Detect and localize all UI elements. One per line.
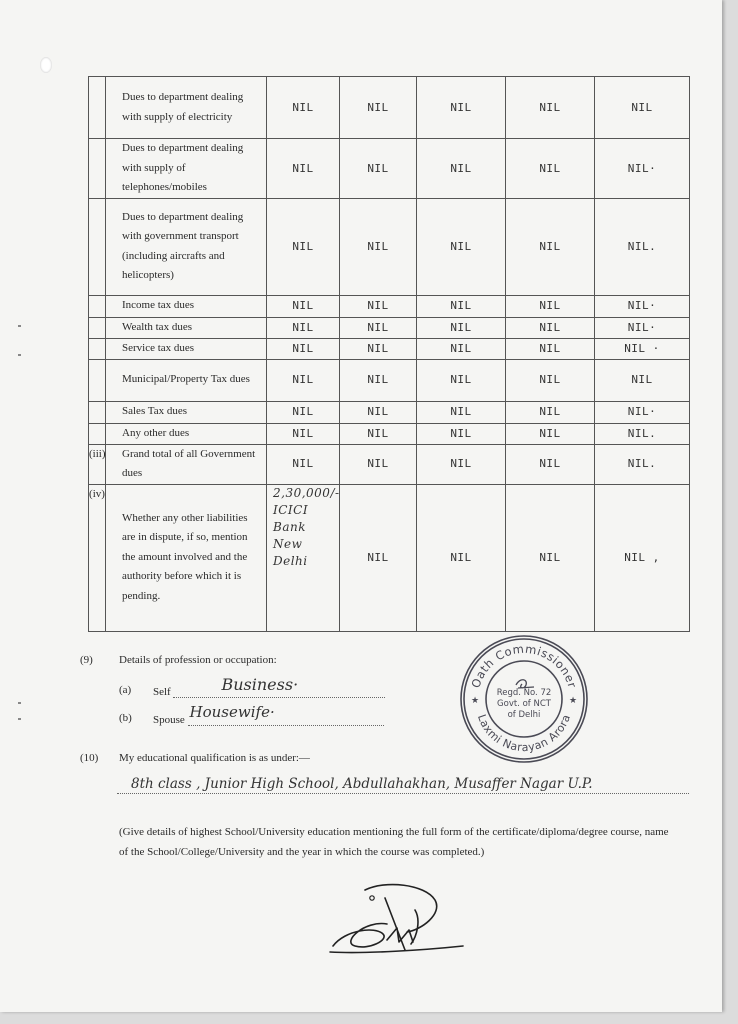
stamp-bottom-text: Laxmi Narayan Arora	[474, 712, 574, 755]
punch-hole	[40, 57, 52, 73]
cell-value: NIL	[267, 139, 340, 199]
cell-value: NIL	[595, 359, 690, 401]
row-index	[89, 139, 106, 199]
cell-value: NIL	[417, 338, 506, 359]
row-label: Dues to department dealing with government transport (including aircrafts and helicopters)	[106, 198, 267, 295]
cell-value: NIL	[417, 139, 506, 199]
cell-value: NIL	[267, 77, 340, 139]
row-label: Any other dues	[106, 423, 267, 444]
spouse-label: Spouse	[153, 714, 185, 726]
row-label: Dues to department dealing with supply of electricity	[106, 77, 267, 139]
cell-value: NIL	[340, 295, 417, 317]
government-dues-table	[88, 76, 690, 632]
cell-value: NIL	[340, 198, 417, 295]
table-row	[89, 444, 690, 484]
section-number: (10)	[80, 752, 99, 764]
stamp-line-2: Govt. of NCT	[497, 699, 551, 709]
stamp-line-3: of Delhi	[507, 710, 541, 720]
row-index	[89, 423, 106, 444]
table-row	[89, 295, 690, 317]
margin-mark	[18, 354, 21, 356]
qualification-line	[117, 776, 689, 794]
cell-value: NIL·	[595, 295, 690, 317]
cell-value: NIL	[506, 139, 595, 199]
self-value: Business·	[221, 675, 299, 694]
row-label: Wealth tax dues	[106, 317, 267, 338]
cell-value: NIL.	[595, 423, 690, 444]
row-label: Sales Tax dues	[106, 401, 267, 423]
row-label: Dues to department dealing with supply of telephones/mobiles	[106, 139, 267, 199]
cell-value: NIL	[417, 359, 506, 401]
spouse-value: Housewife·	[189, 703, 275, 721]
cell-value: NIL	[417, 444, 506, 484]
margin-mark	[18, 702, 21, 704]
cell-value: NIL	[340, 139, 417, 199]
table-row	[89, 359, 690, 401]
cell-value: NIL	[506, 317, 595, 338]
table-row	[89, 77, 690, 139]
row-index	[89, 401, 106, 423]
self-label: Self	[153, 686, 171, 698]
cell-value: NIL	[267, 359, 340, 401]
cell-value: NIL	[267, 295, 340, 317]
cell-value: NIL	[267, 317, 340, 338]
cell-value: NIL	[340, 484, 417, 631]
cell-value: NIL	[340, 444, 417, 484]
cell-value: NIL	[417, 295, 506, 317]
cell-value: NIL	[417, 198, 506, 295]
cell-value: NIL	[340, 423, 417, 444]
self-index: (a)	[119, 684, 132, 696]
row-index	[89, 359, 106, 401]
cell-value: NIL.	[595, 198, 690, 295]
row-index	[89, 317, 106, 338]
cell-value: NIL	[506, 295, 595, 317]
cell-value: NIL	[267, 444, 340, 484]
row-index	[89, 295, 106, 317]
table-row	[89, 317, 690, 338]
row-index: (iii)	[89, 444, 106, 484]
cell-value: NIL	[267, 338, 340, 359]
stamp-top-text: Oath Commissioner	[468, 641, 580, 690]
cell-value: NIL·	[595, 139, 690, 199]
stamp-line-1: Regd. No. 72	[496, 688, 552, 698]
margin-mark	[18, 718, 21, 720]
cell-value: NIL	[340, 401, 417, 423]
oath-commissioner-stamp	[458, 633, 590, 765]
cell-value: NIL	[340, 338, 417, 359]
cell-value: NIL	[340, 77, 417, 139]
table-row	[89, 484, 690, 631]
stamp-initials	[516, 680, 534, 688]
cell-value: NIL	[506, 423, 595, 444]
cell-value: NIL	[506, 484, 595, 631]
section-number: (9)	[80, 654, 93, 666]
cell-value: NIL	[340, 317, 417, 338]
qualification-value: 8th class , Junior High School, Abdullahakhan, Musaffer Nagar U.P.	[131, 776, 593, 792]
stamp-star: ★	[568, 696, 578, 706]
row-index	[89, 338, 106, 359]
cell-value: 2,30,000/- ICICI Bank New Delhi	[267, 484, 340, 631]
row-label: Income tax dues	[106, 295, 267, 317]
cell-value: NIL ,	[595, 484, 690, 631]
cell-value: NIL	[267, 198, 340, 295]
cell-value: NIL	[506, 77, 595, 139]
table-row	[89, 423, 690, 444]
table-row	[89, 139, 690, 199]
cell-value: NIL	[417, 484, 506, 631]
cell-value: NIL.	[595, 444, 690, 484]
cell-value: NIL	[340, 359, 417, 401]
cell-value: NIL	[417, 77, 506, 139]
cell-value: NIL	[506, 198, 595, 295]
section-title: My educational qualification is as under:—	[119, 752, 310, 764]
row-label: Grand total of all Government dues	[106, 444, 267, 484]
signature	[325, 880, 470, 960]
row-index	[89, 198, 106, 295]
cell-value: NIL ·	[595, 338, 690, 359]
cell-value: NIL	[506, 359, 595, 401]
qualification-note: (Give details of highest School/University education mentioning the full form of the certificate/diploma/degree course, name of the School/College/University and the year in which the course was completed.)	[119, 826, 669, 858]
cell-value: NIL·	[595, 401, 690, 423]
cell-value: NIL	[267, 423, 340, 444]
row-index: (iv)	[89, 484, 106, 631]
self-line	[153, 675, 405, 698]
spouse-index: (b)	[119, 712, 132, 724]
row-index	[89, 77, 106, 139]
section-title: Details of profession or occupation:	[119, 654, 277, 666]
spouse-line	[153, 703, 405, 726]
cell-value: NIL	[506, 338, 595, 359]
cell-value: NIL	[595, 77, 690, 139]
stamp-star: ★	[470, 696, 480, 706]
cell-value: NIL	[506, 444, 595, 484]
cell-value: NIL·	[595, 317, 690, 338]
cell-value: NIL	[417, 317, 506, 338]
cell-value: NIL	[267, 401, 340, 423]
row-label: Service tax dues	[106, 338, 267, 359]
table-row	[89, 198, 690, 295]
table-row	[89, 401, 690, 423]
cell-value: NIL	[417, 401, 506, 423]
row-label: Municipal/Property Tax dues	[106, 359, 267, 401]
cell-value: NIL	[417, 423, 506, 444]
table-row	[89, 338, 690, 359]
row-label: Whether any other liabilities are in dispute, if so, mention the amount involved and the authority before which it is pending.	[106, 484, 267, 631]
margin-mark	[18, 325, 21, 327]
cell-value: NIL	[506, 401, 595, 423]
